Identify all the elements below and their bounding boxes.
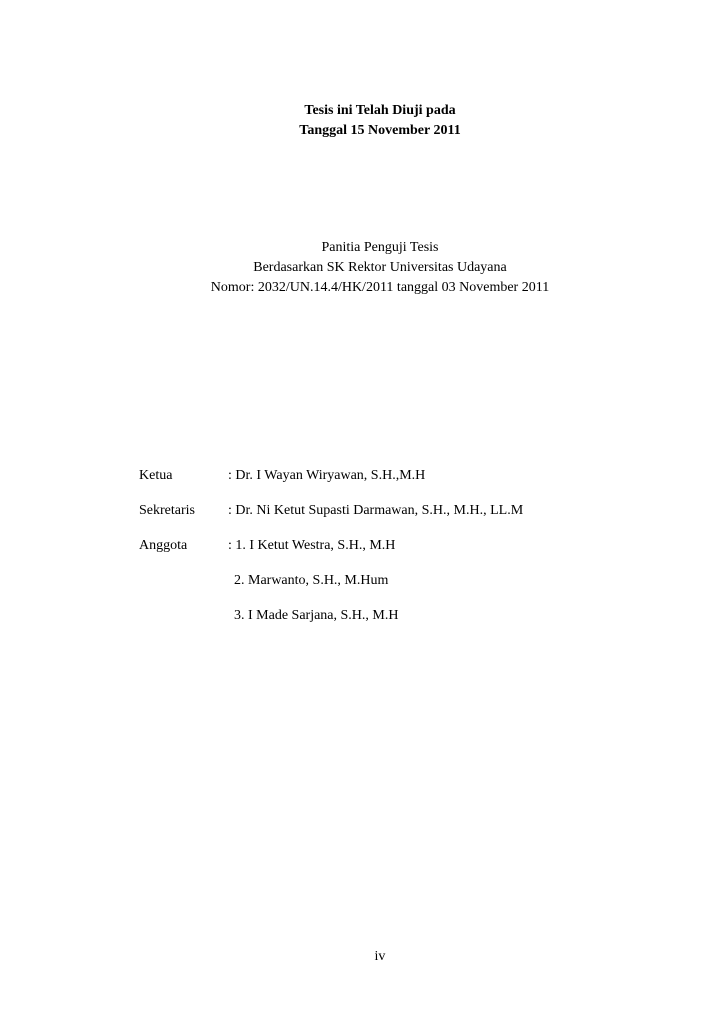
heading-line-2: Tanggal 15 November 2011 — [299, 123, 461, 138]
name-sekretaris: : Dr. Ni Ketut Supasti Darmawan, S.H., M.H., LL.M — [228, 503, 524, 518]
committee-decree-number: Nomor: 2032/UN.14.4/HK/2011 tanggal 03 November 2011 — [210, 280, 550, 295]
committee-block — [0, 238, 728, 298]
name-anggota-3: 3. I Made Sarjana, S.H., M.H — [234, 608, 399, 623]
name-anggota-1: : 1. I Ketut Westra, S.H., M.H — [228, 538, 396, 553]
heading-line-1: Tesis ini Telah Diuji pada — [304, 103, 456, 118]
committee-title: Panitia Penguji Tesis — [321, 240, 439, 255]
exam-date-heading — [0, 101, 728, 141]
role-anggota: Anggota — [139, 538, 188, 553]
role-ketua: Ketua — [139, 468, 173, 483]
role-sekretaris: Sekretaris — [139, 503, 195, 518]
name-anggota-2: 2. Marwanto, S.H., M.Hum — [234, 573, 389, 588]
name-ketua: : Dr. I Wayan Wiryawan, S.H.,M.H — [228, 468, 426, 483]
committee-decree: Berdasarkan SK Rektor Universitas Udayana — [253, 260, 507, 275]
page-number: iv — [374, 949, 386, 964]
